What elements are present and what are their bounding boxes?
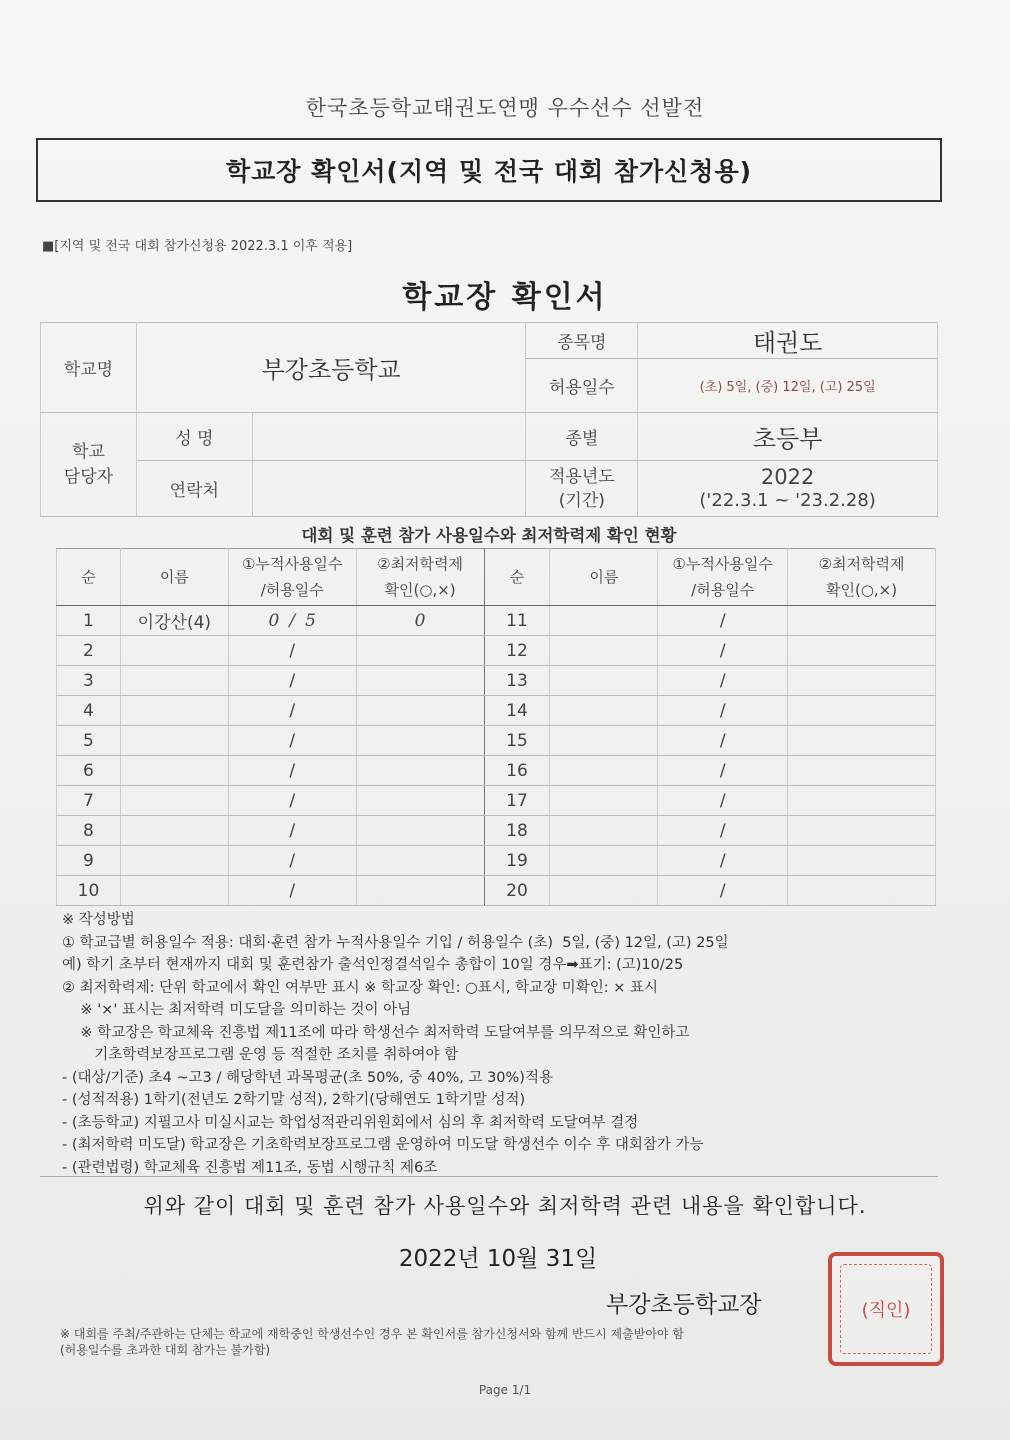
header-name: 이름 [120, 549, 228, 606]
row-no: 2 [57, 636, 121, 666]
row-no: 6 [57, 756, 121, 786]
instruction-line: - (성적적용) 1학기(전년도 2학기말 성적), 2학기(당해연도 1학기말 성적) [62, 1092, 526, 1108]
student-name [550, 876, 658, 906]
row-no: 16 [484, 756, 550, 786]
days-value: (초) 5일, (중) 12일, (고) 25일 [638, 359, 938, 413]
divider [40, 1176, 938, 1177]
row-no: 3 [57, 666, 121, 696]
instruction-line: ① 학교급별 허용일수 적용: 대회·훈련 참가 누적사용일수 기입 / 허용일수 (초) 5일, (중) 12일, (고) 25일 [62, 934, 729, 951]
row-no: 9 [57, 846, 121, 876]
student-name [120, 876, 228, 906]
instructions-lines [62, 932, 942, 1180]
instruction-line: 기초학력보장프로그램 운영 등 적절한 조치를 취하여야 함 [62, 1047, 459, 1063]
used-days-cell: / [228, 786, 356, 816]
used-days-cell: / [228, 636, 356, 666]
name-value [252, 413, 526, 461]
table-row [57, 666, 936, 696]
row-no: 12 [484, 636, 550, 666]
instruction-line: ※ 학교장은 학교체육 진흥법 제11조에 따라 학생선수 최저학력 도달여부를 의무적으로 확인하고 [62, 1024, 690, 1041]
applicability-tag: ■[지역 및 전국 대회 참가신청용 2022.3.1 이후 적용] [42, 239, 353, 254]
year-label: 적용년도 (기간) [526, 461, 638, 517]
used-days-cell: / [228, 696, 356, 726]
footnote: ※ 대회를 주최/주관하는 단체는 학교에 재학중인 학생선수인 경우 본 확인서를 참가신청서와 함께 반드시 제출받아야 함 (허용일수를 초과한 대회 참가는 불가함) [60, 1327, 684, 1357]
header-no: 순 [57, 549, 121, 606]
header-no-2: 순 [484, 549, 550, 606]
slash: / [289, 610, 296, 631]
instruction-line: ※ '×' 표시는 최저학력 미도달을 의미하는 것이 아님 [62, 1002, 412, 1018]
min-grade-check [356, 636, 484, 666]
student-name [120, 696, 228, 726]
header-check-2: ②최저학력제 확인(○,×) [788, 549, 936, 606]
used-days-cell: / [228, 846, 356, 876]
header-days: ①누적사용일수 /허용일수 [228, 549, 356, 606]
used-days-cell: / [658, 756, 788, 786]
student-name [550, 846, 658, 876]
min-grade-check [788, 666, 936, 696]
school-value: 부강초등학교 [136, 323, 526, 413]
contact-label: 연락처 [136, 461, 252, 517]
row-no: 11 [484, 606, 550, 636]
instruction-line: - (관련법령) 학교체육 진흥법 제11조, 동법 시행규칙 제6조 [62, 1159, 438, 1176]
student-name [120, 846, 228, 876]
min-grade-check: 0 [356, 606, 484, 636]
student-name [550, 696, 658, 726]
principal-signature-line: 부강초등학교장 [606, 1292, 762, 1318]
name-label: 성 명 [136, 413, 252, 461]
student-name [120, 726, 228, 756]
row-no: 14 [484, 696, 550, 726]
header-check: ②최저학력제 확인(○,×) [356, 549, 484, 606]
used-days-cell: / [228, 876, 356, 906]
used-days-cell: / [228, 756, 356, 786]
page-number: Page 1/1 [478, 1383, 532, 1397]
student-name [550, 726, 658, 756]
section-title: 대회 및 훈련 참가 사용일수와 최저학력제 확인 현황 [301, 526, 677, 545]
instruction-line: - (최저학력 미도달) 학교장은 기초학력보장프로그램 운영하여 미도달 학생선수 이수 후 대회참가 가능 [62, 1137, 704, 1153]
used-days-cell: / [658, 696, 788, 726]
instruction-line: - (대상/기준) 초4 ~고3 / 해당학년 과목평균(초 50%, 중 40%, 고 30%)적용 [62, 1069, 553, 1086]
table-row [57, 846, 936, 876]
min-grade-check [356, 846, 484, 876]
table-row [57, 696, 936, 726]
event-value: 태권도 [638, 323, 938, 359]
school-label: 학교명 [41, 323, 137, 413]
min-grade-check [788, 786, 936, 816]
min-grade-check [356, 726, 484, 756]
contact-value [252, 461, 526, 517]
row-no: 8 [57, 816, 121, 846]
min-grade-check [788, 846, 936, 876]
used-days-cell: / [658, 726, 788, 756]
document-title: 학교장 확인서 [402, 280, 608, 315]
student-name [120, 756, 228, 786]
used-days-cell: / [228, 726, 356, 756]
used-days-cell: / [658, 816, 788, 846]
student-name [120, 666, 228, 696]
student-name [550, 666, 658, 696]
min-grade-check [788, 636, 936, 666]
table-row [57, 816, 936, 846]
title-box: 학교장 확인서(지역 및 전국 대회 참가신청용) [36, 138, 942, 202]
used-days: 0 [268, 610, 280, 631]
student-name [120, 636, 228, 666]
header-title: 한국초등학교태권도연맹 우수선수 선발전 [305, 96, 705, 120]
min-grade-check [788, 756, 936, 786]
row-no: 20 [484, 876, 550, 906]
student-name [550, 606, 658, 636]
used-days-cell: / [658, 846, 788, 876]
instructions-heading: ※ 작성방법 [62, 912, 135, 928]
info-table [40, 322, 938, 517]
row-no: 1 [57, 606, 121, 636]
header-days-2: ①누적사용일수 /허용일수 [658, 549, 788, 606]
student-name [550, 816, 658, 846]
row-no: 5 [57, 726, 121, 756]
roster-header-row [57, 549, 936, 606]
header-name-2: 이름 [550, 549, 658, 606]
confirmation-statement: 위와 같이 대회 및 훈련 참가 사용일수와 최저학력 관련 내용을 확인합니다. [143, 1194, 867, 1218]
instruction-line: ② 최저학력제: 단위 학교에서 확인 여부만 표시 ※ 학교장 확인: ○표시, 학교장 미확인: × 표시 [62, 979, 658, 996]
used-days-cell [228, 606, 356, 636]
table-row [57, 876, 936, 906]
division-value: 초등부 [638, 413, 938, 461]
days-label: 허용일수 [526, 359, 638, 413]
row-no: 10 [57, 876, 121, 906]
table-row [57, 636, 936, 666]
seal-text: (직인) [861, 1300, 911, 1321]
table-row [57, 786, 936, 816]
min-grade-check [788, 816, 936, 846]
table-row [57, 756, 936, 786]
student-name [550, 786, 658, 816]
used-days-cell: / [228, 816, 356, 846]
year-value: 2022 [760, 464, 815, 489]
min-grade-check [356, 756, 484, 786]
used-days-cell: / [228, 666, 356, 696]
instruction-line: - (초등학교) 지필고사 미실시교는 학업성적관리위원회에서 심의 후 최저학력 도달여부 결정 [62, 1114, 639, 1131]
student-name [550, 636, 658, 666]
table-row [57, 606, 936, 636]
used-days-cell: / [658, 876, 788, 906]
student-name [120, 786, 228, 816]
row-no: 4 [57, 696, 121, 726]
min-grade-check [356, 696, 484, 726]
used-days-cell: / [658, 666, 788, 696]
table-row [57, 726, 936, 756]
student-name: 이강산(4) [120, 606, 228, 636]
year-cell [638, 461, 938, 517]
used-days-cell: / [658, 636, 788, 666]
min-grade-check [788, 876, 936, 906]
row-no: 17 [484, 786, 550, 816]
min-grade-check [788, 606, 936, 636]
year-period: ('22.3.1 ~ '23.2.28) [699, 489, 876, 511]
division-label: 종별 [526, 413, 638, 461]
min-grade-check [356, 816, 484, 846]
used-days-cell: / [658, 606, 788, 636]
roster-table [56, 548, 936, 906]
row-no: 13 [484, 666, 550, 696]
issue-date: 2022년 10월 31일 [398, 1246, 598, 1272]
row-no: 19 [484, 846, 550, 876]
allowed-days: 5 [305, 610, 316, 631]
event-label: 종목명 [526, 323, 638, 359]
min-grade-check [356, 666, 484, 696]
manager-label: 학교 담당자 [41, 413, 137, 517]
instruction-line: 예) 학기 초부터 현재까지 대회 및 훈련참가 출석인정결석일수 총합이 10일 경우➡표기: (고)10/25 [62, 957, 684, 973]
row-no: 7 [57, 786, 121, 816]
min-grade-check [788, 696, 936, 726]
student-name [120, 816, 228, 846]
min-grade-check [356, 876, 484, 906]
min-grade-check [356, 786, 484, 816]
min-grade-check [788, 726, 936, 756]
instructions [62, 909, 942, 1179]
row-no: 18 [484, 816, 550, 846]
row-no: 15 [484, 726, 550, 756]
student-name [550, 756, 658, 786]
used-days-cell: / [658, 786, 788, 816]
